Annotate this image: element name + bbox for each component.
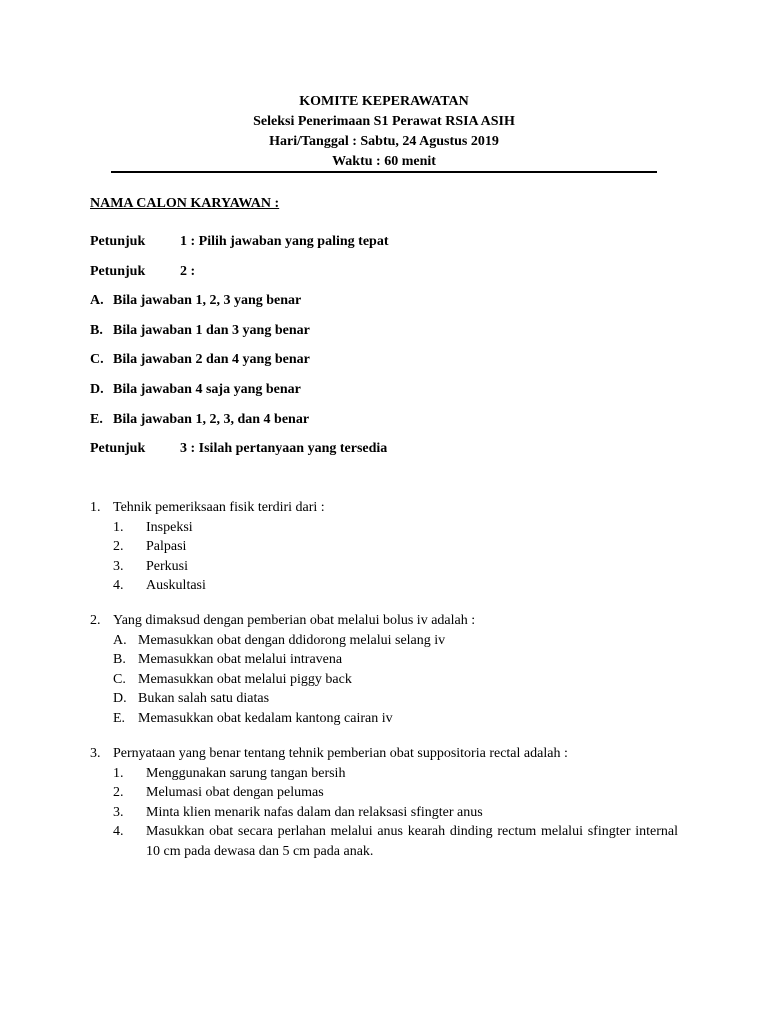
item-number: 4. xyxy=(113,578,124,593)
item-text: Memasukkan obat melalui intravena xyxy=(138,652,343,667)
question-item xyxy=(90,803,678,823)
exam-date: Hari/Tanggal : Sabtu, 24 Agustus 2019 xyxy=(269,134,499,149)
question-item xyxy=(90,537,678,557)
answer-key-letter: B. xyxy=(90,323,103,338)
item-text: Melumasi obat dengan pelumas xyxy=(146,785,324,800)
answer-key-text: Bila jawaban 1, 2, 3, dan 4 benar xyxy=(113,412,310,427)
instruction-text: 3 : Isilah pertanyaan yang tersedia xyxy=(180,441,388,456)
question-stem xyxy=(90,498,678,518)
item-text: Auskultasi xyxy=(146,578,206,593)
item-text: Menggunakan sarung tangan bersih xyxy=(146,765,346,781)
item-text: Inspeksi xyxy=(146,519,193,535)
item-number: 3. xyxy=(113,804,124,820)
instruction-label: Petunjuk xyxy=(90,441,146,456)
item-text: Memasukkan obat kedalam kantong cairan iv xyxy=(138,710,393,726)
item-text: Minta klien menarik nafas dalam dan relaksasi sfingter anus xyxy=(146,804,483,820)
question-number: 3. xyxy=(90,746,101,761)
question-1 xyxy=(90,498,678,596)
candidate-name-label: NAMA CALON KARYAWAN : xyxy=(90,196,280,211)
item-number: 3. xyxy=(113,558,124,574)
answer-key-letter: A. xyxy=(90,293,104,308)
answer-key-text: Bila jawaban 1 dan 3 yang benar xyxy=(113,323,310,338)
instruction-label: Petunjuk xyxy=(90,264,146,279)
answer-key-letter: C. xyxy=(90,352,104,367)
instruction-3 xyxy=(90,439,387,459)
question-3 xyxy=(90,744,678,861)
question-item xyxy=(90,689,678,709)
instruction-text: 2 : xyxy=(180,264,196,279)
exam-title: Seleksi Penerimaan S1 Perawat RSIA ASIH xyxy=(253,114,515,129)
answer-key-text: Bila jawaban 4 saja yang benar xyxy=(113,382,301,397)
question-number: 2. xyxy=(90,613,101,628)
answer-key-a xyxy=(90,291,301,311)
question-2 xyxy=(90,611,678,728)
question-item xyxy=(90,822,678,861)
question-text: Tehnik pemeriksaan fisik terdiri dari : xyxy=(113,500,325,515)
item-text: Perkusi xyxy=(146,558,188,574)
answer-key-letter: D. xyxy=(90,382,104,397)
question-stem xyxy=(90,744,678,764)
answer-key-text: Bila jawaban 1, 2, 3 yang benar xyxy=(113,293,302,308)
item-number: 1. xyxy=(113,519,124,535)
question-text: Yang dimaksud dengan pemberian obat melalui bolus iv adalah : xyxy=(113,613,476,628)
committee-title: KOMITE KEPERAWATAN xyxy=(299,94,469,109)
answer-key-e xyxy=(90,410,309,430)
instruction-2 xyxy=(90,262,195,282)
item-letter: A. xyxy=(113,632,127,648)
item-number: 4. xyxy=(113,824,124,839)
item-number: 2. xyxy=(113,785,124,800)
question-item xyxy=(90,670,678,690)
question-item xyxy=(90,518,678,538)
item-number: 1. xyxy=(113,765,124,781)
answer-key-text: Bila jawaban 2 dan 4 yang benar xyxy=(113,352,310,367)
item-text: Memasukkan obat dengan ddidorong melalui selang iv xyxy=(138,632,446,648)
exam-duration: Waktu : 60 menit xyxy=(332,154,436,169)
question-item xyxy=(90,631,678,651)
question-item xyxy=(90,650,678,670)
document-header xyxy=(90,92,678,172)
answer-key-letter: E. xyxy=(90,412,103,427)
item-number: 2. xyxy=(113,539,124,554)
item-letter: E. xyxy=(113,710,126,726)
item-text: Memasukkan obat melalui piggy back xyxy=(138,671,352,687)
answer-key-b xyxy=(90,321,310,341)
answer-key-c xyxy=(90,350,310,370)
instruction-label: Petunjuk xyxy=(90,234,146,249)
question-item xyxy=(90,783,678,803)
item-text: Palpasi xyxy=(146,539,187,554)
instruction-1 xyxy=(90,232,388,252)
question-item xyxy=(90,557,678,577)
item-letter: C. xyxy=(113,671,126,687)
item-text: Bukan salah satu diatas xyxy=(138,691,270,706)
instruction-text: 1 : Pilih jawaban yang paling tepat xyxy=(180,234,389,249)
answer-key-d xyxy=(90,380,301,400)
item-letter: D. xyxy=(113,691,127,706)
header-divider xyxy=(111,171,657,173)
question-number: 1. xyxy=(90,500,101,515)
question-item xyxy=(90,709,678,729)
question-stem xyxy=(90,611,678,631)
item-letter: B. xyxy=(113,652,126,667)
question-text: Pernyataan yang benar tentang tehnik pemberian obat suppositoria rectal adalah : xyxy=(113,746,568,761)
question-item xyxy=(90,576,678,596)
question-item xyxy=(90,764,678,784)
item-text: Masukkan obat secara perlahan melalui anus kearah dinding rectum melalui sfingter internal 10 cm pada dewasa dan 5 cm pada anak. xyxy=(146,824,678,859)
